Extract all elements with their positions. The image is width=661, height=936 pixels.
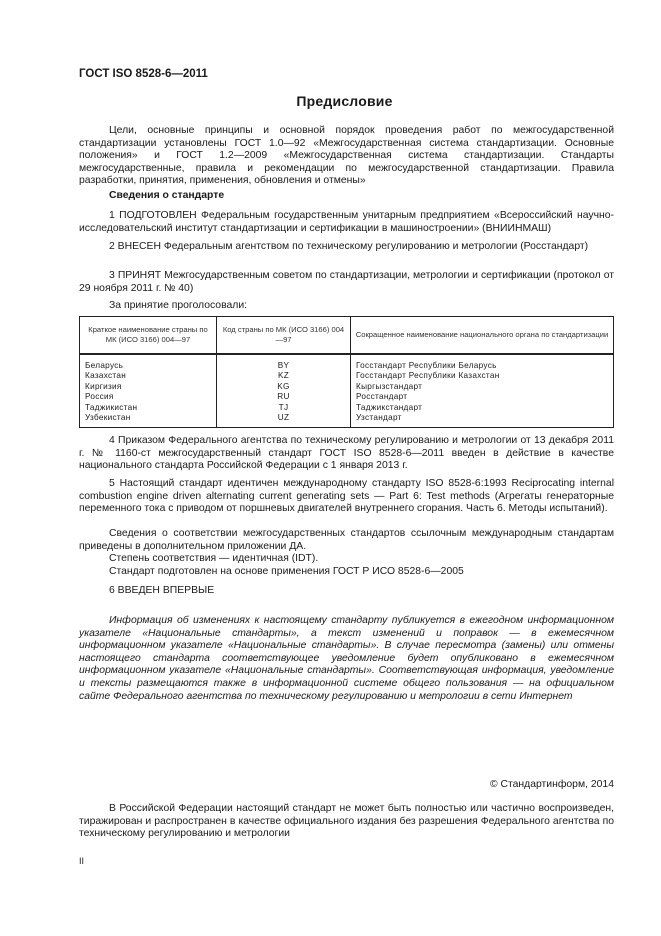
item-3-text: 3 ПРИНЯТ Межгосударственным советом по стандартизации, метрологии и сертификации (протокол от 29 ноября 2011 г. № 40) — [79, 270, 614, 294]
cell-body: Росстандарт — [356, 392, 408, 402]
table-row — [80, 403, 614, 413]
item-5-basis: Стандарт подготовлен на основе применения ГОСТ Р ИСО 8528-6—2005 — [109, 566, 464, 577]
table-row — [80, 371, 614, 381]
notice-paragraph — [79, 615, 614, 703]
table-row — [80, 392, 614, 402]
legal-text: В Российской Федерации настоящий стандарт не может быть полностью или частично воспроизведен, тиражирован и распространен в качестве официального издания без разрешения Федерального агентства по техническому регулированию и метрологии — [79, 803, 614, 840]
cell-body: Кыргызстандарт — [356, 381, 423, 391]
cell-code: UZ — [217, 413, 351, 428]
item-5-references-text: Сведения о соответствии межгосударственных стандартов ссылочным международным стандартам приведены в дополнительном приложении ДА. — [79, 528, 614, 552]
item-5 — [79, 478, 614, 516]
copyright: © Стандартинформ, 2014 — [489, 779, 614, 790]
intro-text: Цели, основные принципы и основной порядок проведения работ по межгосударственной стандартизации установлены ГОСТ 1.0—92 «Межгосударственная система стандартизации. Основные положения» и ГОСТ 1.2—2009 «Межгосударственная система стандартизации. Стандарты межгосударственные, правила и рекомендации по межгосударственной стандартизации. Правила разработки, принятия, применения, обновления и отмены» — [79, 125, 614, 187]
cell-body: Узстандарт — [356, 413, 402, 423]
item-3 — [79, 270, 614, 295]
table-row — [80, 382, 614, 392]
cell-country: Киргизия — [80, 382, 217, 392]
cell-country: Узбекистан — [80, 413, 217, 428]
cell-country: Россия — [80, 392, 217, 402]
item-2 — [79, 241, 614, 254]
header-country: Краткое наименование страны по МК (ИСО 3166) 004—97 — [80, 317, 217, 355]
table-row — [80, 413, 614, 428]
header-body: Сокращенное наименование национального органа по стандартизации — [351, 317, 614, 355]
page-number: II — [79, 856, 85, 866]
cell-code: BY — [217, 354, 351, 371]
notice-text: Информация об изменениях к настоящему стандарту публикуется в ежегодном информационном указателе «Национальные стандарты», а текст изменений и поправок — в ежемесячном информационном указателе «Национальные стандарты». В случае пересмотра (замены) или отмены настоящего стандарта соответствующее уведомление будет опубликовано в ежемесячном информационном указателе «Национальные стандарты». Соответствующая информация, уведомление и тексты размещаются также в информационной системе общего пользования — на официальном сайте Федерального агентства по техническому регулированию и метрологии в сети Интернет — [79, 615, 614, 702]
voting-table — [79, 316, 614, 428]
cell-code: KZ — [217, 371, 351, 381]
page-title: Предисловие — [296, 93, 393, 109]
item-1 — [79, 210, 614, 235]
cell-code: KG — [217, 382, 351, 392]
cell-body: Госстандарт Республики Казахстан — [356, 371, 500, 381]
item-4 — [79, 435, 614, 473]
cell-code: TJ — [217, 403, 351, 413]
item-1-text: 1 ПОДГОТОВЛЕН Федеральным государственным унитарным предприятием «Всероссийский научно-исследовательский институт стандартизации и сертификации в машиностроении» (ВНИИНМАШ) — [79, 210, 614, 234]
item-4-text: 4 Приказом Федерального агентства по техническому регулированию и метрологии от 13 декабря 2011 г. № 1160-ст межгосударственный стандарт ГОСТ ISO 8528-6—2011 введен в действие в качестве национального стандарта Российской Федерации с 1 января 2013 г. — [79, 435, 614, 472]
cell-country: Таджикистан — [80, 403, 217, 413]
info-heading: Сведения о стандарте — [109, 190, 225, 201]
legal-paragraph — [79, 803, 614, 841]
document-id: ГОСТ ISO 8528-6—2011 — [79, 68, 208, 80]
intro-paragraph — [79, 125, 614, 188]
item-6: 6 ВВЕДЕН ВПЕРВЫЕ — [109, 585, 215, 596]
cell-country: Беларусь — [80, 354, 217, 371]
header-code: Код страны по МК (ИСО 3166) 004—97 — [217, 317, 351, 355]
item-5-degree: Степень соответствия — идентичная (IDT). — [109, 553, 319, 564]
item-2-text: 2 ВНЕСЕН Федеральным агентством по техническому регулированию и метрологии (Росстандарт) — [109, 241, 589, 252]
cell-body: Госстандарт Республики Беларусь — [356, 361, 497, 370]
cell-code: RU — [217, 392, 351, 402]
item-5-text: 5 Настоящий стандарт идентичен международному стандарту ISO 8528-6:1993 Reciprocating internal combustion engine driven alternating current generating sets — Part 6: Test methods (Агрегаты генераторные переменного тока с приводом от поршневых двигателей внутреннего сгорания. Часть 6. Методы испытаний). — [79, 478, 614, 515]
voted-label: За принятие проголосовали: — [109, 300, 248, 311]
cell-body: Таджикстандарт — [356, 402, 423, 412]
table-row — [80, 354, 614, 371]
table-header-row — [80, 317, 614, 355]
cell-country: Казахстан — [80, 371, 217, 381]
item-5-references — [79, 528, 614, 553]
